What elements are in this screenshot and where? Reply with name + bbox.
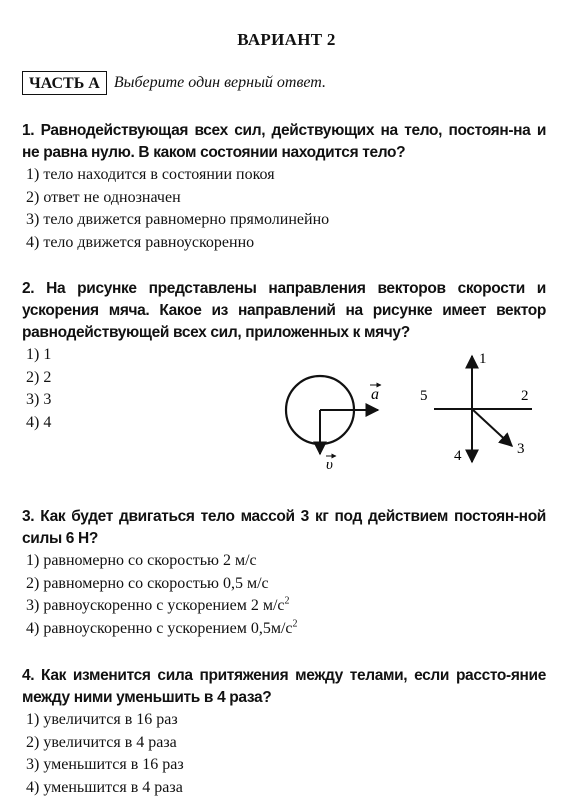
direction-5-label: 5 [420,388,428,404]
direction-3-arrow [472,409,512,446]
answer-option[interactable]: 4) тело движется равноускоренно [26,233,255,251]
unit-superscript: 2 [284,595,290,607]
answer-option[interactable]: 1) увеличится в 16 раз [26,711,178,728]
answer-option[interactable] [22,573,546,596]
acceleration-label: a [371,386,379,403]
question-2-text: 2. На рисунке представлены направления векторов скорости и ускорения мяча. Какое из направлений на рисунке имеет вектор равнодействующей всех сил, приложенных к мячу? [22,280,546,341]
part-instruction: Выберите один верный ответ. [113,74,327,91]
question-4-answers [22,709,546,799]
unit-superscript: 2 [292,618,298,630]
answer-option[interactable] [22,550,546,573]
answer-option[interactable] [22,595,546,618]
answer-option[interactable]: 4) уменьшится в 4 раза [26,778,183,796]
direction-1-label: 1 [479,351,487,367]
velocity-label: υ [326,457,333,473]
answer-text: 2) равномерно со скоростью 0,5 м/с [26,574,269,592]
answer-option[interactable]: 3) тело движется равномерно прямолинейно [26,211,330,228]
direction-2-label: 2 [521,388,529,404]
answer-option[interactable]: 3) 3 [26,391,52,408]
answer-text: 4) равноускоренно с ускорением 0,5м/с [26,619,293,637]
question-3-answers [22,550,546,640]
answer-option[interactable]: 4) 4 [26,413,52,431]
page-title: ВАРИАНТ 2 [237,30,336,49]
question-4-text: 4. Как изменится сила притяжения между телами, если рассто-яние между ними уменьшить в 4 раза? [22,667,546,706]
question-4 [22,665,546,799]
answer-option[interactable]: 2) ответ не однозначен [26,188,181,206]
answer-option[interactable]: 2) 2 [26,368,52,386]
answer-text: 1) равномерно со скоростью 2 м/с [26,552,257,569]
answer-option[interactable]: 3) уменьшится в 16 раз [26,756,184,773]
answer-option[interactable] [22,618,546,641]
question-1-text: 1. Равнодействующая всех сил, действующих на тело, постоян-на и не равна нулю. В каком состоянии находится тело? [22,122,546,161]
answer-text: 3) равноускоренно с ускорением 2 м/с [26,597,285,614]
question-3 [22,506,546,640]
direction-4-label: 4 [454,448,462,464]
question-3-text: 3. Как будет двигаться тело массой 3 кг под действием постоян-ной силы 6 Н? [22,508,546,547]
answer-option[interactable]: 1) тело находится в состоянии покоя [26,166,275,183]
direction-3-label: 3 [517,441,525,457]
answer-option[interactable]: 2) увеличится в 4 раза [26,733,177,751]
part-label: ЧАСТЬ А [22,71,107,95]
answer-option[interactable]: 1) 1 [26,346,52,363]
